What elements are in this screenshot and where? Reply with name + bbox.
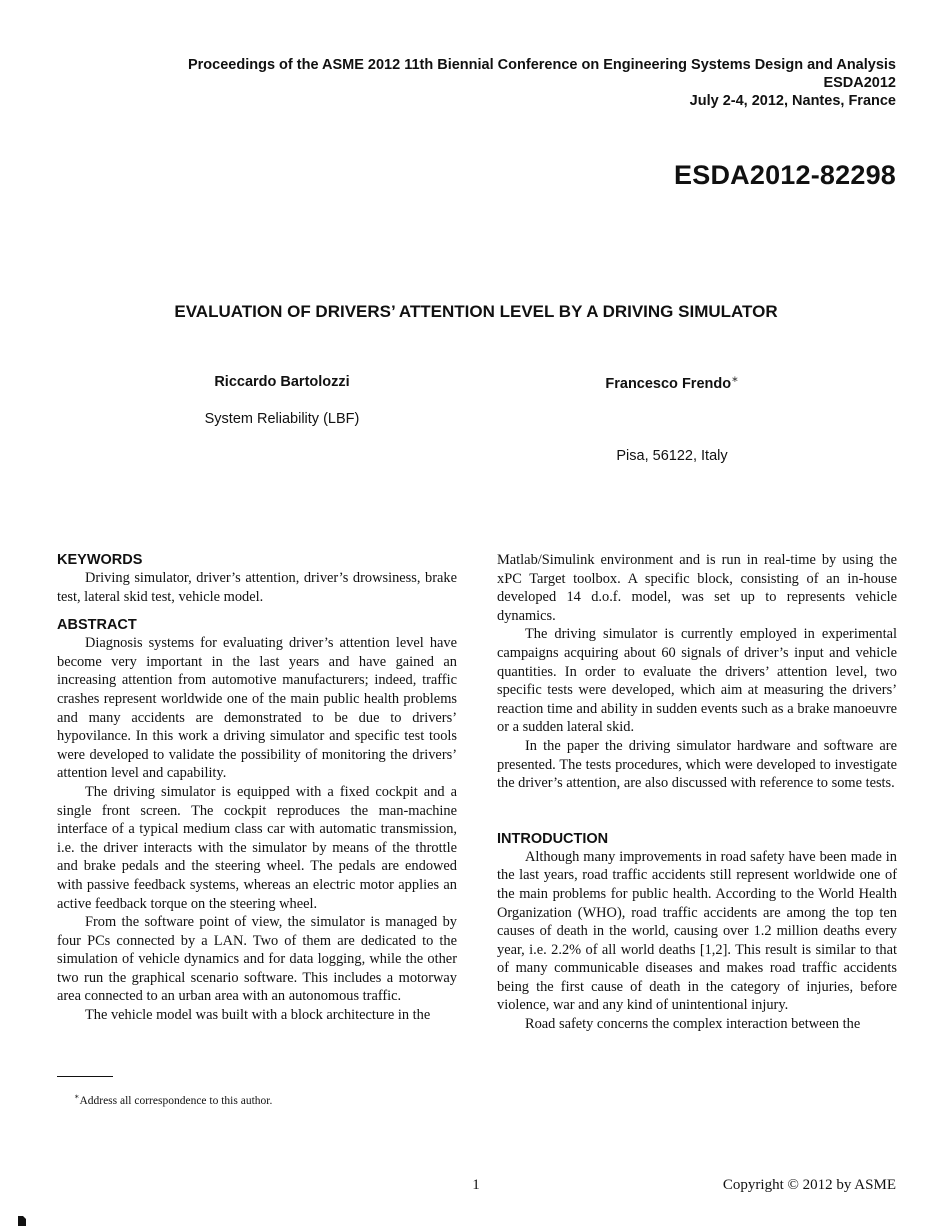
conference-date-location: July 2-4, 2012, Nantes, France [689,93,896,109]
author-2-name: Francesco Frendo [605,375,732,392]
introduction-heading: INTRODUCTION [497,830,609,847]
introduction-paragraph: Although many improvements in road safety have been made in the last years, road traffic accidents still represent worldwide one of the main problems for public health. According to the World Health Organization (WHO), road traffic accidents are among the top ten causes of death in the world, causing over 1.2 million deaths every year, i.e. 2.2% of all world deaths [1,2]. This result is similar to that of many communicable diseases and makes road traffic accidents being the first cause of death in the category of injuries, before violence, war and any kind of unintentional injury. [497,848,897,1014]
author-2-affiliation: Pisa, 56122, Italy [616,448,728,464]
paper-id: ESDA2012-82298 [674,160,896,190]
author-1-name: Riccardo Bartolozzi [214,374,350,390]
abstract-paragraph: From the software point of view, the simulator is managed by four PCs connected by a LAN. Two of them are dedicated to the simulation of vehicle dynamics and for data logging, while the other two run the graphical scenario software. This includes a motorway area connected to an urban area with an autonomous traffic. [57,914,457,1005]
conference-code: ESDA2012 [823,75,896,91]
author-1-affiliation: System Reliability (LBF) [204,411,360,427]
footnote-rule [57,1076,113,1077]
abstract-paragraph: Diagnosis systems for evaluating driver’s attention level have become very important in the last years and have gained an increasing attention from automotive manufacturers; indeed, traffic crashes represent worldwide one of the main public health problems and many accidents are demonstrated to be due to drivers’ hypovilance. In this work a driving simulator and specific test tools were developed to validate the possibility of monitoring the drivers’ attention level and capability. [57,635,457,782]
proceedings-line: Proceedings of the ASME 2012 11th Biennial Conference on Engineering Systems Design and Analysis [187,57,896,73]
keywords-text: Driving simulator, driver’s attention, driver’s drowsiness, brake test, lateral skid test, vehicle model. [57,570,457,605]
abstract-paragraph: The driving simulator is currently employed in experimental campaigns acquiring about 60 signals of driver’s input and vehicle quantities. In order to evaluate the drivers’ attention level, two specific tests were developed, which aim at measuring the drivers’ reaction time and ability in sudden events such as a brake manoeuvre or a sudden lateral skid. [497,626,897,736]
author-name-2 [512,374,832,392]
abstract-paragraph: In the paper the driving simulator hardware and software are presented. The tests procedures, which were developed to investigate the driver’s attention, are also discussed with reference to some tests. [497,737,897,792]
corresponding-author-marker: ∗ [731,374,739,384]
right-column [497,551,897,1034]
paper-title: EVALUATION OF DRIVERS’ ATTENTION LEVEL BY A DRIVING SIMULATOR [174,302,778,321]
page-number: 1 [472,1177,480,1193]
copyright-notice: Copyright © 2012 by ASME [722,1177,896,1193]
footnote-marker: ∗ [74,1092,80,1101]
footnote [74,1092,272,1107]
left-column [57,551,457,1025]
abstract-paragraph: The driving simulator is equipped with a fixed cockpit and a single front screen. The cockpit reproduces the man-machine interface of a typical medium class car with automatic transmission, i.e. the driver interacts with the simulator by means of the throttle and brake pedals and the steering wheel. The pedals are endowed with passive feedback systems, whereas an electric motor applies an active feedback torque on the steering wheel. [57,783,457,912]
author-name-1 [122,374,442,390]
footnote-text: Address all correspondence to this author. [79,1094,273,1107]
introduction-paragraph: Road safety concerns the complex interaction between the [525,1016,861,1033]
abstract-continuation: Matlab/Simulink environment and is run in real-time by using the xPC Target toolbox. A specific block, consisting of an in-house developed 14 d.o.f. model, was set up to represents vehicle dynamics. [497,552,897,624]
keywords-heading: KEYWORDS [57,552,143,568]
page-corner-mark-icon [18,1216,26,1226]
abstract-paragraph: The vehicle model was built with a block architecture in the [85,1007,431,1024]
abstract-heading: ABSTRACT [57,617,137,634]
